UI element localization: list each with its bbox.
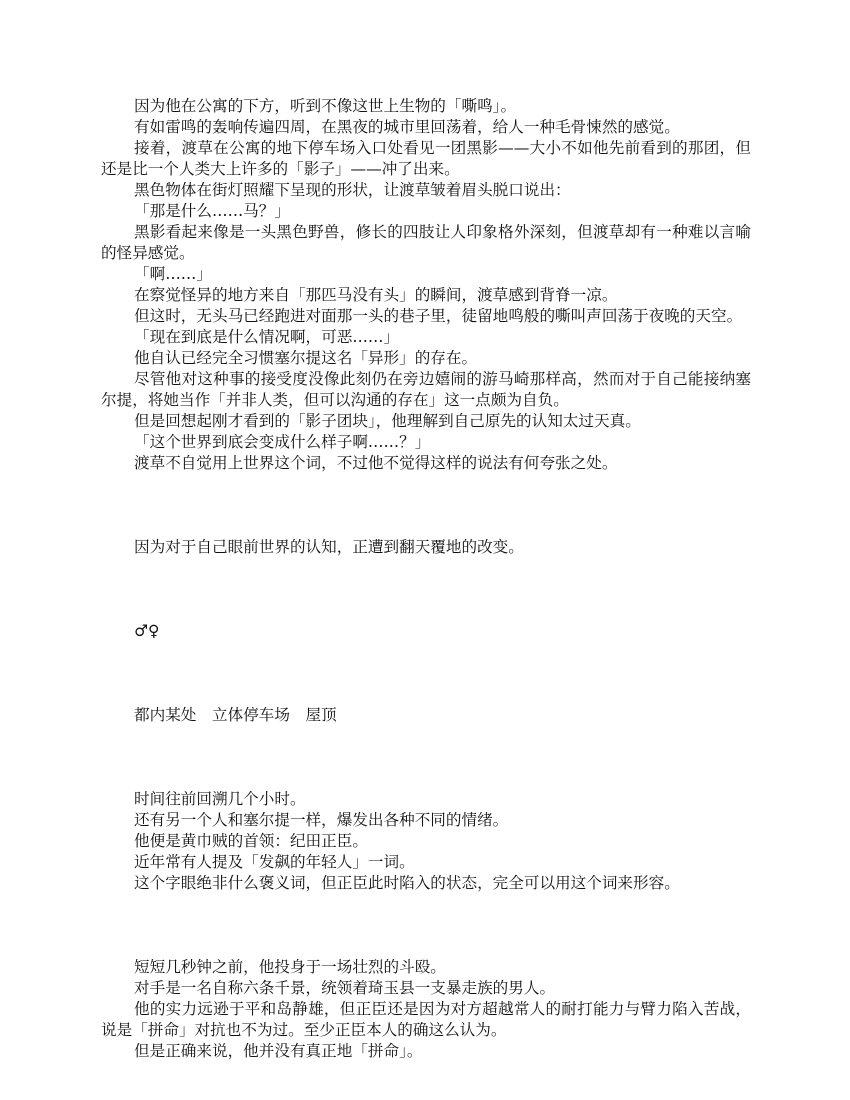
paragraph: 但这时，无头马已经跑进对面那一头的巷子里，徒留地鸣般的嘶叫声回荡于夜晚的天空。	[134, 307, 743, 325]
paragraph: 因为对于自己眼前世界的认知，正遭到翻天覆地的改变。	[134, 538, 524, 556]
spacer	[101, 726, 751, 747]
paragraph: 还有另一个人和塞尔提一样，爆发出各种不同的情绪。	[134, 811, 509, 829]
spacer	[101, 495, 751, 516]
paragraph: 对手是一名自称六条千景，统领着琦玉县一支暴走族的男人。	[134, 979, 556, 997]
paragraph: 他便是黄巾贼的首领：纪田正臣。	[134, 832, 368, 850]
spacer	[101, 684, 751, 705]
paragraph: 黑影看起来像是一头黑色野兽，修长的四肢让人印象格外深刻，但渡草却有一种难以言喻的怪异感觉。	[101, 223, 751, 262]
document-page	[101, 96, 751, 1062]
dialogue-line: 「那是什么……马？」	[134, 202, 290, 220]
paragraph: 短短几秒钟之前，他投身于一场壮烈的斗殴。	[134, 958, 446, 976]
spacer	[101, 936, 751, 957]
spacer	[101, 768, 751, 789]
paragraph: 在察觉怪异的地方来自「那匹马没有头」的瞬间，渡草感到背脊一凉。	[134, 286, 618, 304]
spacer	[101, 474, 751, 495]
paragraph: 尽管他对这种事的接受度没像此刻仍在旁边嬉闹的游马崎那样高，然而对于自己能接纳塞尔提，将她当作「并非人类，但可以沟通的存在」这一点颇为自负。	[101, 370, 751, 409]
scene-location-heading: 都内某处 立体停车场 屋顶	[134, 706, 337, 724]
paragraph: 他的实力远逊于平和岛静雄，但正臣还是因为对方超越常人的耐打能力与臂力陷入苦战，说是「拼命」对抗也不为过。至少正臣本人的确这么认为。	[101, 1000, 751, 1039]
paragraph: 黑色物体在街灯照耀下呈现的形状，让渡草皱着眉头脱口说出：	[134, 181, 571, 199]
paragraph: 但是回想起刚才看到的「影子团块」，他理解到自己原先的认知太过天真。	[134, 412, 641, 430]
dialogue-line: 「啊……」	[134, 265, 212, 283]
spacer	[101, 642, 751, 663]
spacer	[101, 747, 751, 768]
spacer	[101, 894, 751, 915]
spacer	[101, 558, 751, 579]
spacer	[101, 579, 751, 600]
paragraph: 近年常有人提及「发飙的年轻人」一词。	[134, 853, 415, 871]
paragraph: 渡草不自觉用上世界这个词，不过他不觉得这样的说法有何夸张之处。	[134, 454, 618, 472]
dialogue-line: 「这个世界到底会变成什么样子啊……？」	[134, 433, 431, 451]
paragraph: 时间往前回溯几个小时。	[134, 790, 306, 808]
paragraph: 这个字眼绝非什么褒义词，但正臣此时陷入的状态，完全可以用这个词来形容。	[134, 874, 680, 892]
paragraph: 有如雷鸣的轰响传遍四周，在黑夜的城市里回荡着，给人一种毛骨悚然的感觉。	[134, 118, 680, 136]
paragraph: 接着，渡草在公寓的地下停车场入口处看见一团黑影——大小不如他先前看到的那团，但还是比一个人类大上许多的「影子」——冲了出来。	[101, 139, 751, 178]
spacer	[101, 516, 751, 537]
paragraph: 因为他在公寓的下方，听到不像这世上生物的「嘶鸣」。	[134, 97, 517, 115]
spacer	[101, 600, 751, 621]
paragraph: 他自认已经完全习惯塞尔提这名「异形」的存在。	[134, 349, 478, 367]
spacer	[101, 915, 751, 936]
scene-break-symbol: ♂♀	[134, 622, 160, 640]
paragraph: 但是正确来说，他并没有真正地「拼命」。	[134, 1042, 423, 1060]
spacer	[101, 663, 751, 684]
dialogue-line: 「现在到底是什么情况啊，可恶……」	[134, 328, 400, 346]
